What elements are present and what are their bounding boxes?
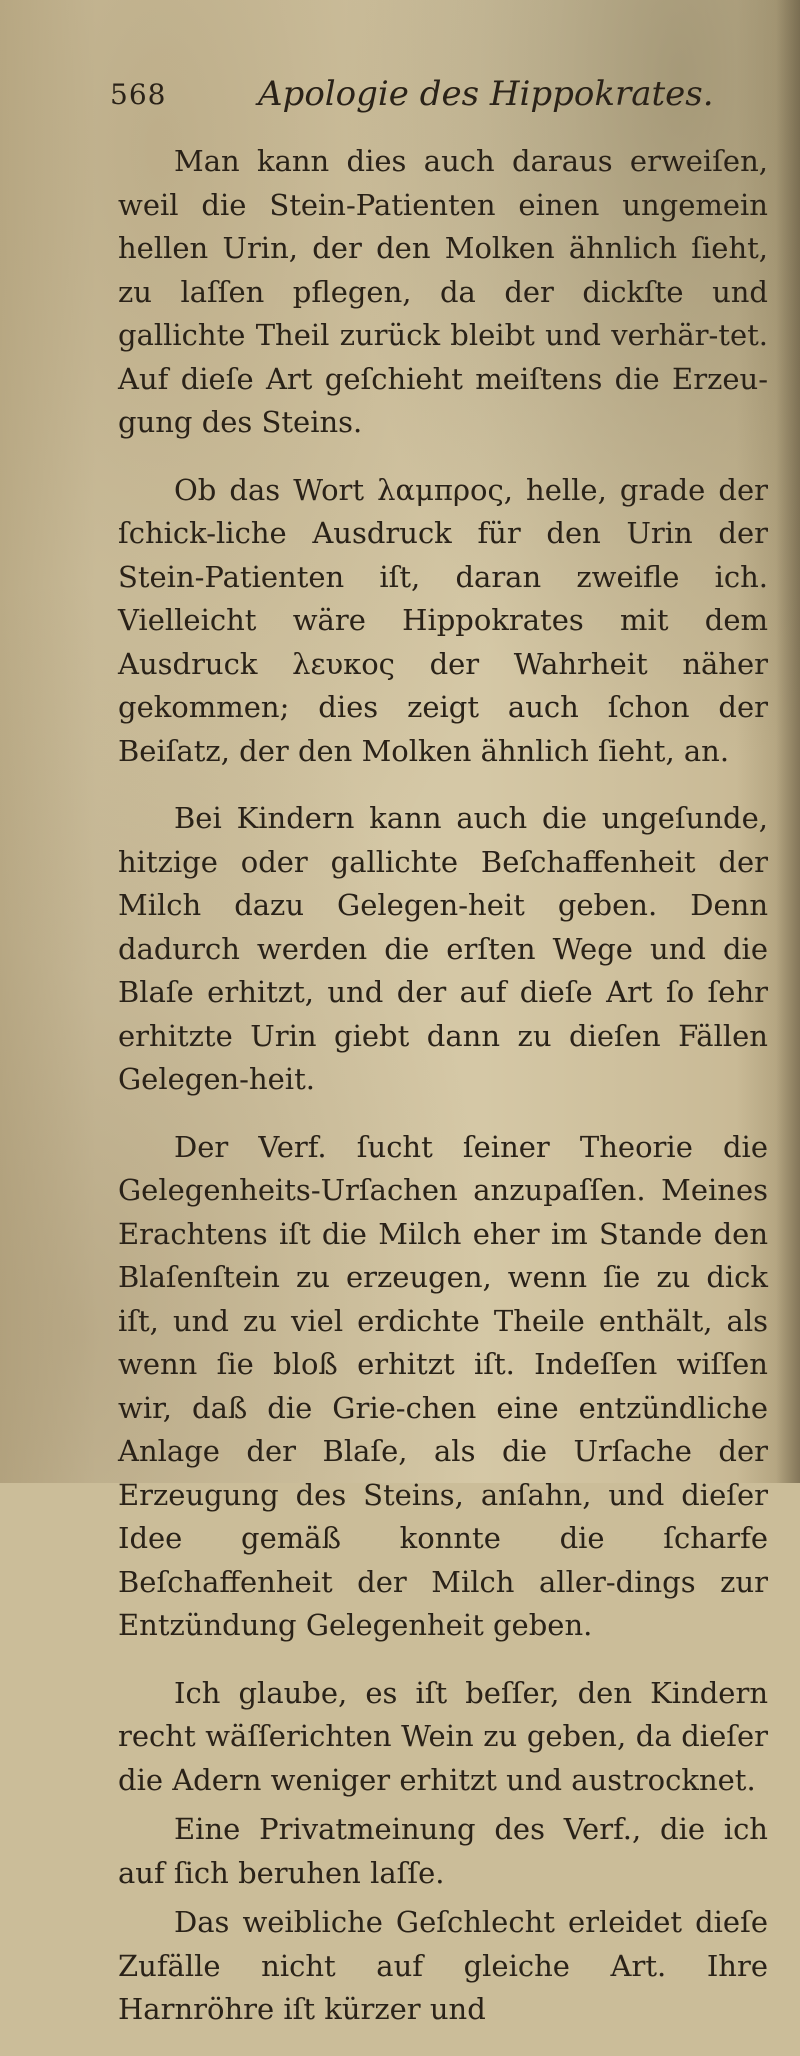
- running-title: Apologie des Hippokrates.: [258, 74, 714, 114]
- paragraph-5: Ich glaube, es iſt beſſer, den Kindern recht wäſſerichten Wein zu geben, da dieſer die Adern weniger erhitzt und austrocknet.: [118, 1675, 768, 1797]
- paragraph-3: Bei Kindern kann auch die ungeſunde, hitzige oder gallichte Beſchaffenheit der Milch dazu Gelegen-heit geben. Denn dadurch werden die erſten Wege und die Blaſe erhitzt, und der auf dieſe Art ſo ſehr erhitzte Urin giebt dann zu dieſen Fällen Gelegen-heit.: [118, 801, 768, 1096]
- page-edge-shadow: [776, 0, 800, 1483]
- paragraph-6: Eine Privatmeinung des Verf., die ich auf ſich beruhen laſſe.: [118, 1812, 768, 1890]
- paragraph-4: Der Verf. ſucht ſeiner Theorie die Gelegenheits-Urſachen anzupaſſen. Meines Erachtens iſt die Milch eher im Stande den Blaſenſtein zu erzeugen, wenn ſie zu dick iſt, und zu viel erdichte Theile enthält, als wenn ſie bloß erhitzt iſt. Indeſſen wiſſen wir, daß die Grie-chen eine entzündliche Anlage der Blaſe, als die Urſache der Erzeugung des Steins, anſahn, und dieſer Idee gemäß konnte die ſcharfe Beſchaffenheit der Milch aller-dings zur Entzündung Gelegenheit geben.: [118, 1129, 768, 1642]
- paragraph-1: Man kann dies auch daraus erweiſen, weil die Stein-Patienten einen ungemein hellen Urin, der den Molken ähnlich ſieht, zu laſſen pflegen, da der dickſte und gallichte Theil zurück bleibt und verhär-tet. Auf dieſe Art geſchieht meiſtens die Erzeu-gung des Steins.: [118, 144, 768, 439]
- page-body: [118, 140, 768, 2056]
- page-header: [110, 74, 750, 122]
- page-number: 568: [110, 78, 167, 111]
- paragraph-2: Ob das Wort λαμπρος, helle, grade der ſchick-liche Ausdruck für den Urin der Stein-Patienten iſt, daran zweifle ich. Vielleicht wäre Hippokrates mit dem Ausdruck λευκος der Wahrheit näher gekommen; dies zeigt auch ſchon der Beiſatz, der den Molken ähnlich ſieht, an.: [118, 472, 768, 768]
- paragraph-7: Das weibliche Geſchlecht erleidet dieſe Zufälle nicht auf gleiche Art. Ihre Harnröhre iſt kürzer und: [118, 1905, 768, 2026]
